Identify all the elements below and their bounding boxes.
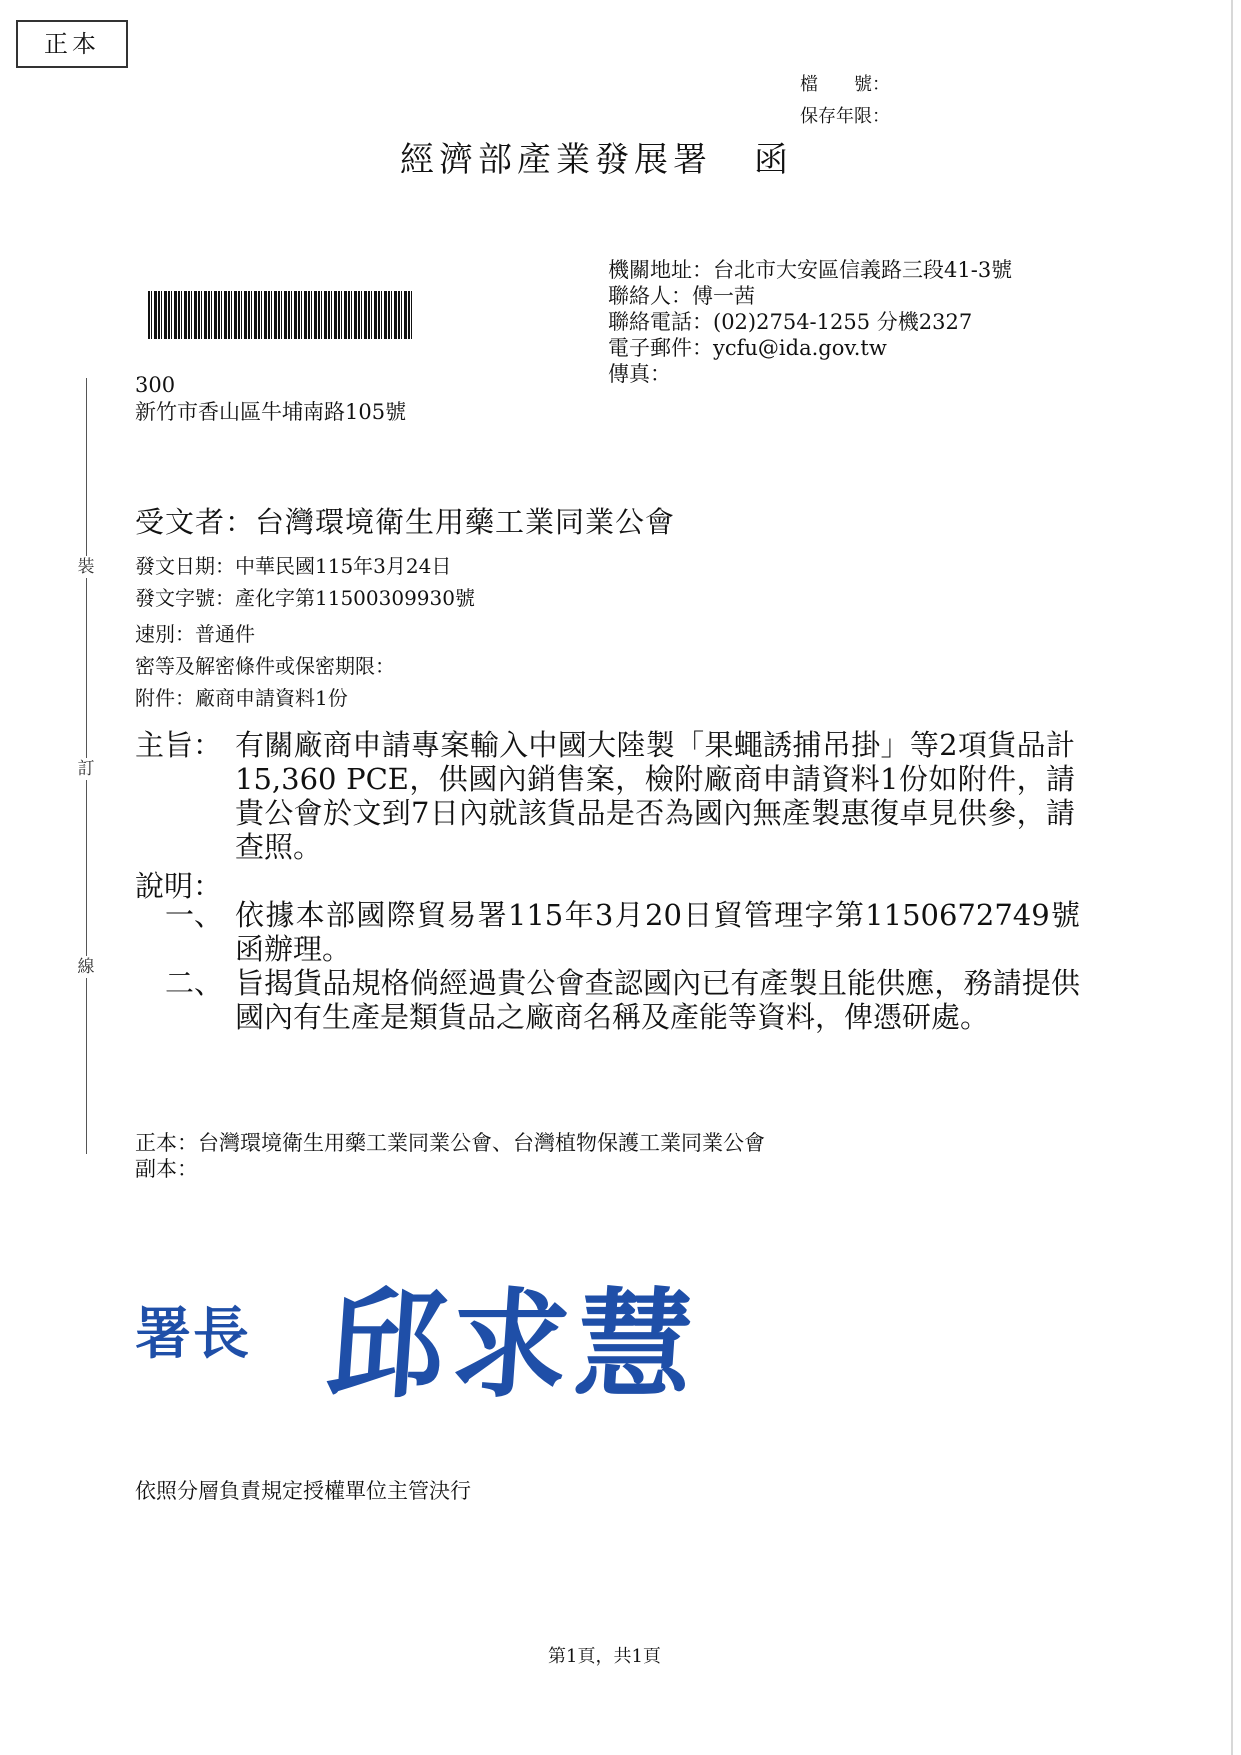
binding-mark-zhuang: 裝	[77, 557, 95, 577]
original-copy-stamp: 正本	[16, 20, 128, 68]
original-recipients: 正本：台灣環境衛生用藥工業同業公會、台灣植物保護工業同業公會	[135, 1131, 765, 1155]
binding-mark-xian: 線	[77, 957, 95, 977]
receiver: 受文者：台灣環境衛生用藥工業同業公會	[135, 505, 676, 539]
contact-block	[608, 257, 1012, 387]
authorization-note: 依照分層負責規定授權單位主管決行	[135, 1479, 471, 1503]
item-number: 一、	[165, 898, 224, 932]
postal-code: 300	[135, 373, 176, 397]
agency-address: 機關地址：台北市大安區信義路三段41-3號	[608, 258, 1013, 282]
contact-fax: 傳真：	[608, 362, 671, 386]
binding-mark-ding: 訂	[77, 759, 95, 779]
secrecy-level: 密等及解密條件或保密期限：	[135, 654, 395, 678]
retention-label: 保存年限：	[800, 106, 890, 127]
subject-text: 有關廠商申請專案輸入中國大陸製「果蠅誘捕吊掛」等2項貨品計15,360 PCE，供國內銷售案，檢附廠商申請資料1份如附件，請貴公會於文到7日內就該貨品是否為國內無產製惠復卓見供參，請查照。	[235, 728, 1075, 864]
page-number: 第1頁，共1頁	[548, 1646, 661, 1667]
document-number: 發文字號：產化字第11500309930號	[135, 586, 475, 610]
signatory-title: 署長	[135, 1301, 251, 1367]
barcode	[148, 291, 414, 339]
description-label: 說明：	[135, 869, 223, 903]
contact-email: 電子郵件：ycfu@ida.gov.tw	[608, 336, 887, 360]
document-type: 函	[754, 140, 793, 180]
file-number-label: 檔 號：	[800, 74, 890, 95]
copy-recipients: 副本：	[135, 1157, 198, 1181]
issue-date: 發文日期：中華民國115年3月24日	[135, 554, 452, 578]
agency-name: 經濟部產業發展署	[400, 140, 712, 180]
document-title	[400, 132, 793, 181]
contact-phone: 聯絡電話：(02)2754-1255 分機2327	[608, 310, 973, 334]
item-text: 旨揭貨品規格倘經過貴公會查認國內已有產製且能供應，務請提供國內有生產是類貨品之廠商名稱及產能等資料，俾憑研處。	[235, 966, 1080, 1034]
item-text: 依據本部國際貿易署115年3月20日貿管理字第1150672749號函辦理。	[235, 898, 1080, 966]
recipient-address	[135, 372, 406, 426]
street-address: 新竹市香山區牛埔南路105號	[135, 400, 407, 424]
signatory-name: 邱求慧	[322, 1276, 705, 1414]
speed-class: 速別：普通件	[135, 622, 255, 646]
item-number: 二、	[165, 966, 224, 1000]
page-edge-shadow	[1231, 0, 1233, 1755]
subject-label: 主旨：	[135, 728, 223, 762]
contact-person: 聯絡人：傅一茜	[608, 284, 755, 308]
attachment: 附件：廠商申請資料1份	[135, 686, 348, 710]
